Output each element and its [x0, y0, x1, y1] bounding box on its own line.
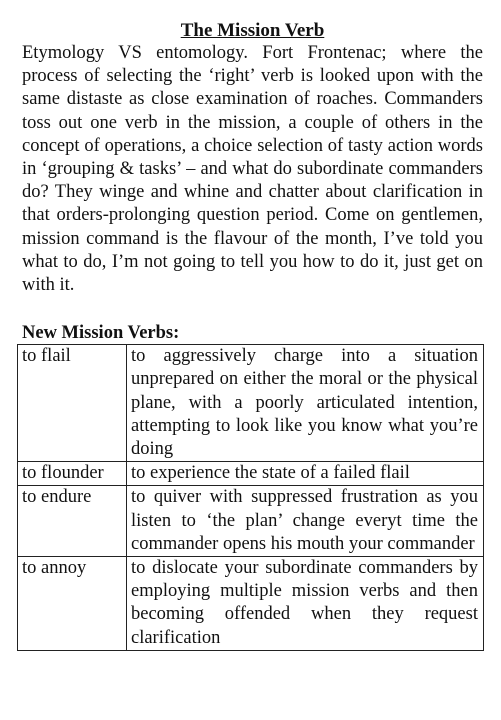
verb-term: to flounder [18, 462, 127, 486]
intro-paragraph: Etymology VS entomology. Fort Frontenac; where the process of selecting the ‘right’ verb is looked upon with the same distaste as close examination of roaches. Commanders toss out one verb in the mission, a couple of others in the concept of operations, a choice selection of tasty action words in ‘grouping & tasks’ – and what do subordinate commanders do? They winge and whine and chatter about clarification in that orders-prolonging question period. Come on gentlemen, mission command is the flavour of the month, I’ve told you what to do, I’m not going to tell you how to do it, just get on with it. [22, 43, 483, 296]
document-title: The Mission Verb [180, 20, 325, 41]
section-heading: New Mission Verbs: [22, 323, 180, 344]
verb-term: to endure [18, 486, 127, 557]
mission-verbs-table [17, 344, 484, 651]
table-row [18, 462, 484, 486]
verb-definition: to aggressively charge into a situation unprepared on either the moral or the physical plane, with a poorly articulated intention, attempting to look like you know what you’re doing [127, 345, 484, 462]
table-row [18, 486, 484, 557]
table-row [18, 557, 484, 651]
verb-definition: to experience the state of a failed flail [127, 462, 484, 486]
verb-term: to flail [18, 345, 127, 462]
verb-definition: to dislocate your subordinate commanders by employing multiple mission verbs and then becoming offended when they request clarification [127, 557, 484, 651]
verb-term: to annoy [18, 557, 127, 651]
verb-definition: to quiver with suppressed frustration as you listen to ‘the plan’ change everyt time the commander opens his mouth your commander [127, 486, 484, 557]
table-row [18, 345, 484, 462]
